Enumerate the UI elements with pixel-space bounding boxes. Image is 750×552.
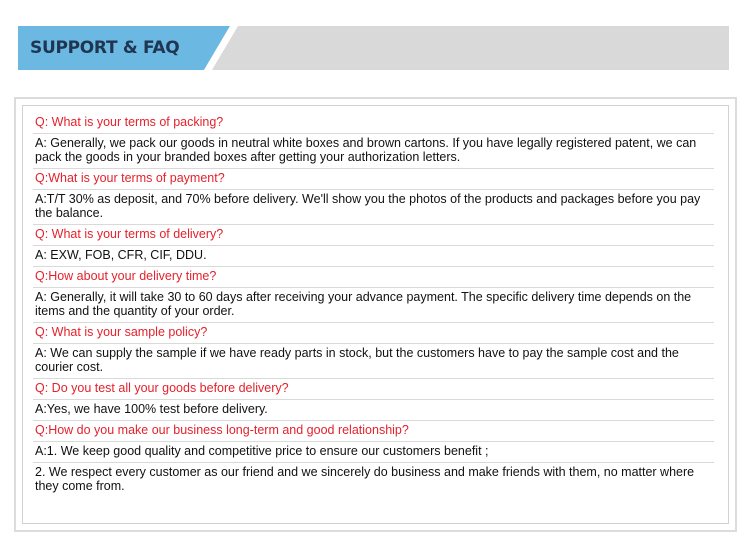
faq-row: [33, 323, 714, 344]
faq-row: [33, 463, 714, 497]
faq-row: [33, 442, 714, 463]
faq-row: [33, 267, 714, 288]
faq-question: Q:How do you make our business long-term and good relationship?: [35, 423, 409, 437]
faq-question: Q:What is your terms of payment?: [35, 171, 225, 185]
faq-answer: A: We can supply the sample if we have ready parts in stock, but the customers have to pay the sample cost and the courier cost.: [35, 346, 679, 374]
faq-row: [33, 134, 714, 169]
faq-answer: A: EXW, FOB, CFR, CIF, DDU.: [35, 248, 207, 262]
faq-table: [22, 105, 729, 524]
faq-row: [33, 246, 714, 267]
faq-row: [33, 113, 714, 134]
section-title: SUPPORT & FAQ: [30, 38, 180, 58]
faq-question: Q: What is your sample policy?: [35, 325, 208, 339]
faq-row: [33, 225, 714, 246]
faq-answer: A: Generally, we pack our goods in neutral white boxes and brown cartons. If you have legally registered patent, we can pack the goods in your branded boxes after getting your authorization letters.: [35, 136, 697, 164]
faq-question: Q: What is your terms of delivery?: [35, 227, 224, 241]
faq-row: [33, 190, 714, 225]
faq-question: Q:How about your delivery time?: [35, 269, 217, 283]
faq-row: [33, 169, 714, 190]
faq-question: Q: What is your terms of packing?: [35, 115, 224, 129]
faq-question: Q: Do you test all your goods before delivery?: [35, 381, 289, 395]
faq-row: [33, 421, 714, 442]
faq-answer: A:1. We keep good quality and competitive price to ensure our customers benefit ;: [35, 444, 489, 458]
section-header: [18, 26, 729, 70]
faq-row: [33, 344, 714, 379]
faq-answer: A: Generally, it will take 30 to 60 days after receiving your advance payment. The specific delivery time depends on the items and the quantity of your order.: [35, 290, 692, 318]
faq-answer: A:Yes, we have 100% test before delivery.: [35, 402, 268, 416]
faq-row: [33, 379, 714, 400]
faq-answer: A:T/T 30% as deposit, and 70% before delivery. We'll show you the photos of the products and packages before you pay the balance.: [35, 192, 701, 220]
faq-row: [33, 288, 714, 323]
faq-row: [33, 400, 714, 421]
faq-answer: 2. We respect every customer as our friend and we sincerely do business and make friends with them, no matter where they come from.: [35, 465, 695, 493]
faq-panel: [14, 97, 737, 532]
